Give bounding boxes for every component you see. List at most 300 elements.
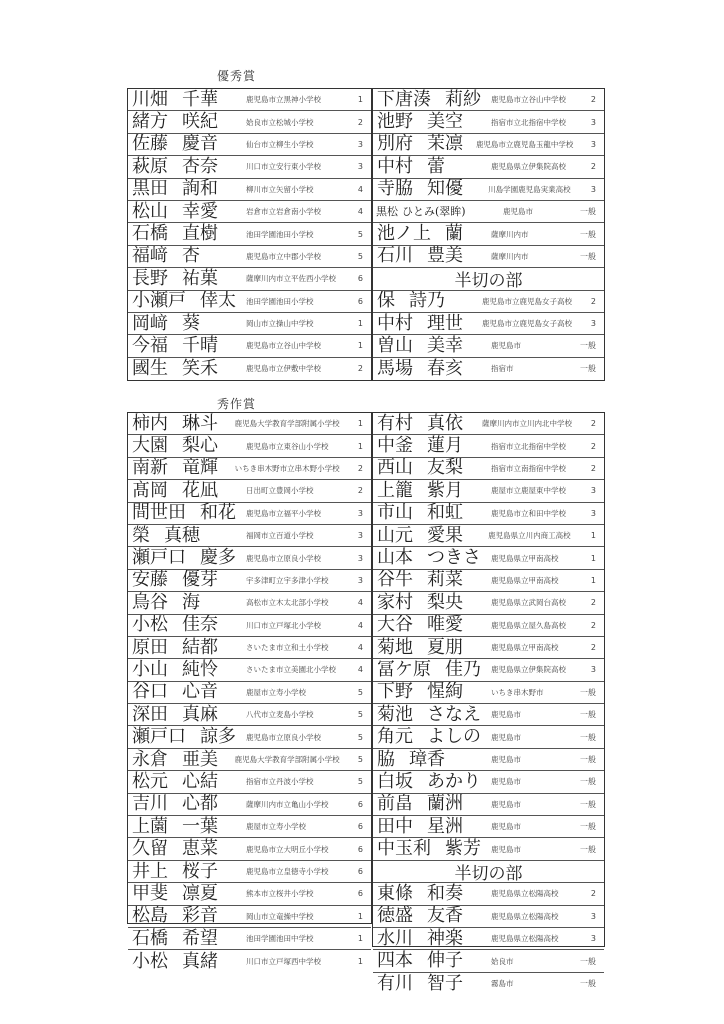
school-name: 日出町立豊岡小学校 — [246, 486, 314, 496]
school-name: 鹿児島市立原良小学校 — [246, 732, 321, 742]
awardee-name — [373, 526, 488, 546]
awardee-row — [373, 503, 604, 525]
given-name: 心都 — [182, 793, 218, 815]
awardee-row — [373, 973, 604, 995]
grade: 1 — [357, 911, 363, 921]
grade: 一般 — [580, 822, 596, 832]
awardee-name — [373, 906, 491, 926]
grade: 5 — [357, 755, 363, 765]
awardee-row — [128, 861, 371, 883]
grade: 5 — [357, 777, 363, 787]
awardee-name — [373, 615, 491, 635]
school-name: 指宿市 — [491, 364, 514, 374]
grade: 4 — [357, 184, 363, 194]
awardee-name — [128, 481, 246, 501]
family-name: 別府 — [377, 133, 413, 155]
awardee-name — [128, 952, 246, 972]
school-name: 鹿児島市立中郡小学校 — [246, 251, 321, 261]
awardee-name — [373, 974, 491, 994]
grade: 6 — [357, 889, 363, 899]
awardee-row — [128, 435, 371, 457]
given-name: 莉紗 — [445, 89, 481, 110]
awardee-row — [373, 547, 604, 569]
awardee-name — [373, 638, 491, 658]
grade: 3 — [357, 553, 363, 563]
awardee-name — [128, 359, 246, 379]
family-name: 馬場 — [377, 357, 413, 379]
awardee-row — [128, 134, 371, 156]
family-name: 保 — [377, 290, 395, 312]
section-header-row: 半切の部 — [373, 268, 604, 290]
given-name: 竜輝 — [182, 457, 218, 479]
grade: 2 — [590, 620, 596, 630]
school-name: 薩摩川内市立亀山小学校 — [246, 799, 329, 809]
school-name: 鹿児島市 — [491, 799, 521, 809]
family-name: 黒松 — [376, 204, 398, 218]
awardee-name — [373, 503, 491, 523]
given-name: 和花 — [200, 502, 236, 524]
grade: 2 — [590, 598, 596, 608]
school-name: 鹿児島市立鹿児島玉龍中学校 — [475, 139, 574, 149]
family-name: 家村 — [377, 592, 413, 613]
awardee-name — [128, 727, 246, 747]
awardee-row — [373, 89, 604, 111]
family-name: 上籠 — [377, 480, 413, 501]
family-name: 白坂 — [377, 771, 413, 792]
school-name: 岩倉市立岩倉南小学校 — [246, 207, 321, 217]
heading-excellence-award: 優秀賞 — [217, 69, 257, 83]
awardee-name — [373, 951, 491, 971]
awardee-row — [373, 458, 604, 480]
school-name: 鹿児島市 — [491, 777, 521, 787]
awardee-name — [128, 862, 246, 882]
grade: 3 — [590, 486, 596, 496]
grade: 一般 — [580, 341, 596, 351]
grade: 2 — [590, 162, 596, 172]
given-name: 杏奈 — [182, 156, 218, 177]
given-name: 愛果 — [427, 524, 463, 546]
given-name: 純怜 — [182, 659, 218, 680]
given-name: 美幸 — [427, 335, 463, 356]
given-name: 友香 — [427, 905, 463, 927]
heading-merit-award: 秀作賞 — [217, 397, 257, 411]
awardee-row — [373, 335, 604, 357]
awardee-name — [128, 570, 246, 590]
family-name: 黒田 — [132, 178, 168, 200]
family-name: 石川 — [377, 245, 413, 267]
family-name: 瀬戸口 — [132, 547, 186, 569]
awardee-row — [373, 816, 604, 838]
awardee-name — [373, 727, 491, 747]
awardee-row — [128, 156, 371, 178]
awardee-row — [128, 313, 371, 335]
given-name: 真依 — [427, 413, 463, 434]
grade: 3 — [357, 531, 363, 541]
awardee-name — [373, 112, 491, 132]
grade: 6 — [357, 867, 363, 876]
given-name: 詢和 — [182, 178, 218, 200]
school-name: 鹿児島市 — [491, 341, 521, 351]
school-name: 鹿児島市立黒神小学校 — [246, 95, 321, 105]
awardee-name — [128, 593, 246, 613]
grade: 3 — [590, 139, 596, 149]
given-name: 海 — [182, 592, 200, 613]
family-name: 西山 — [377, 457, 413, 479]
school-name: 岡山市立竜操中学校 — [246, 911, 314, 921]
school-name: 鹿児島市 — [491, 710, 521, 720]
awardee-row — [373, 704, 604, 726]
family-name: 吉川 — [132, 793, 168, 815]
awardee-row — [128, 794, 371, 816]
family-name: 前畠 — [377, 793, 413, 815]
awardee-name — [128, 157, 246, 177]
given-name: 佳乃 — [445, 659, 481, 680]
grade: 一般 — [580, 979, 596, 989]
school-name: 川口市立戸塚西中学校 — [246, 957, 321, 967]
awardee-row — [373, 659, 604, 681]
school-name: 薩摩川内市立平佐西小学校 — [246, 274, 336, 284]
grade: 5 — [357, 251, 363, 261]
awardee-name — [373, 817, 491, 837]
family-name: 谷口 — [132, 681, 168, 703]
given-name: 璋香 — [409, 748, 445, 770]
awardee-row — [128, 592, 371, 614]
family-name: 有村 — [377, 413, 413, 434]
school-name: 霧島市 — [491, 979, 514, 989]
awardee-name — [373, 90, 491, 110]
grade: 2 — [357, 117, 363, 127]
school-name: 池田学園池田小学校 — [246, 229, 314, 239]
awardee-row — [128, 883, 371, 905]
awardee-name — [128, 682, 246, 702]
family-name: 市山 — [377, 502, 413, 524]
school-name: 鹿児島県立武岡台高校 — [491, 598, 566, 608]
school-name: 鹿児島県立伊集院高校 — [491, 162, 566, 172]
awardee-name — [128, 246, 246, 266]
awardee-row — [373, 156, 604, 178]
given-name: 唯愛 — [427, 614, 463, 636]
given-name: 亜美 — [182, 748, 218, 770]
given-name: 星洲 — [427, 816, 463, 837]
family-name: 緒方 — [132, 111, 168, 133]
awardee-name — [373, 660, 491, 680]
family-name: 徳盛 — [377, 905, 413, 927]
awardee-row — [128, 246, 371, 268]
awardee-name — [373, 291, 482, 311]
grade: 一般 — [580, 732, 596, 742]
grade: 3 — [590, 508, 596, 518]
given-name: 倖太 — [200, 290, 236, 312]
section-header-row: 半切の部 — [373, 861, 604, 883]
school-name: 鹿児島市 — [491, 822, 521, 832]
given-name: 理世 — [427, 312, 463, 334]
school-name: 薩摩川内市立川内北中学校 — [482, 419, 573, 429]
awardee-row — [128, 458, 371, 480]
awardee-name — [128, 503, 246, 523]
grade: 一般 — [580, 956, 596, 966]
grade: 4 — [357, 598, 363, 608]
family-name: 中釜 — [377, 435, 413, 457]
awardee-row — [128, 749, 371, 771]
family-name: 有川 — [377, 972, 413, 994]
awardee-row — [128, 179, 371, 201]
awardee-row — [373, 570, 604, 592]
awardee-name — [373, 414, 482, 434]
given-name: 茉凛 — [427, 133, 463, 155]
grade: 2 — [357, 463, 363, 473]
given-name: 和奏 — [427, 883, 463, 904]
given-name: 笑禾 — [182, 357, 218, 379]
family-name: 小瀬戸 — [132, 290, 186, 312]
family-name: 下唐湊 — [377, 89, 431, 110]
awardee-name — [373, 246, 491, 266]
grade: 6 — [357, 822, 363, 832]
given-name: 伸子 — [427, 950, 463, 972]
family-name: 瀬戸口 — [132, 726, 186, 748]
family-name: 長野 — [132, 268, 168, 289]
awardee-name — [128, 526, 246, 546]
awardee-name — [373, 682, 491, 702]
excellence-award-table-left — [127, 88, 372, 381]
family-name: 石橋 — [132, 223, 168, 245]
grade: 一般 — [580, 687, 596, 697]
awardee-name — [373, 359, 491, 379]
awardee-row — [128, 358, 371, 380]
awardee-row — [373, 179, 604, 201]
school-name: 柳川市立矢留小学校 — [246, 184, 314, 194]
awardee-name — [373, 750, 491, 770]
awardee-row — [128, 726, 371, 748]
school-name: 鹿児島市 — [503, 207, 533, 217]
school-name: 川口市立戸塚北小学校 — [246, 620, 321, 630]
school-name: 鹿児島県立松陽高校 — [491, 889, 559, 899]
school-name: 鹿児島市 — [491, 755, 521, 765]
school-name: 八代市立麦島小学校 — [246, 710, 314, 720]
school-name: 指宿市立北指宿中学校 — [491, 441, 566, 451]
family-name: 國生 — [132, 357, 168, 379]
awardee-row — [128, 682, 371, 704]
awardee-name — [128, 314, 246, 334]
grade: 6 — [357, 274, 363, 284]
awardee-name — [128, 436, 246, 456]
awardee-name — [373, 705, 491, 725]
grade: 3 — [357, 162, 363, 172]
awardee-name — [373, 458, 491, 478]
grade: 2 — [357, 364, 363, 374]
school-name: 鹿児島市 — [491, 732, 521, 742]
school-name: さいたま市立美園北小学校 — [246, 665, 336, 675]
given-name: 詩乃 — [409, 290, 445, 312]
school-name: 鹿児島市立鹿児島女子高校 — [482, 296, 573, 306]
given-name: 幸愛 — [182, 200, 218, 222]
school-name: 鹿児島市立東谷山小学校 — [246, 441, 329, 451]
awardee-row — [373, 134, 604, 156]
family-name: 石橋 — [132, 927, 168, 949]
family-name: 今福 — [132, 335, 168, 356]
awardee-name — [128, 750, 235, 770]
given-name: 智子 — [427, 972, 463, 994]
awardee-row — [128, 704, 371, 726]
family-name: 東條 — [377, 883, 413, 904]
awardee-name — [128, 202, 246, 222]
awardee-row — [128, 906, 371, 928]
school-name: 鹿児島市 — [491, 844, 521, 854]
given-name: 恵菜 — [182, 838, 218, 860]
family-name: 山元 — [377, 524, 413, 546]
school-name: 鹿児島市立大明丘小学校 — [246, 844, 329, 854]
family-name: 松島 — [132, 905, 168, 927]
awardee-name — [373, 772, 491, 792]
family-name: 四本 — [377, 950, 413, 972]
awardee-row — [373, 223, 604, 245]
family-name: 佐藤 — [132, 133, 168, 155]
family-name: 髙岡 — [132, 480, 168, 501]
family-name: 岡﨑 — [132, 312, 168, 334]
school-name: 高松市立木太北部小学校 — [246, 598, 329, 608]
school-name: 熊本市立桜井小学校 — [246, 889, 314, 899]
given-name: 真麻 — [182, 704, 218, 725]
awardee-row — [128, 525, 371, 547]
awardee-name — [128, 638, 246, 658]
family-name: 永倉 — [132, 748, 168, 770]
family-name: 下野 — [377, 681, 413, 703]
grade: 1 — [357, 319, 363, 329]
school-name: 池田学園池田中学校 — [246, 934, 314, 944]
family-name: 鳥谷 — [132, 592, 168, 613]
school-name: 姶良市立松城小学校 — [246, 117, 314, 127]
awardee-name — [373, 839, 491, 859]
awardee-row — [373, 592, 604, 614]
awardee-name — [128, 112, 246, 132]
grade: 4 — [357, 207, 363, 217]
awardee-name — [373, 224, 491, 244]
given-name: 蘭 — [445, 223, 463, 245]
school-name: 鹿児島市立和田中学校 — [491, 508, 566, 518]
awardee-row — [128, 503, 371, 525]
awardee-row — [128, 413, 371, 435]
school-name: いちき串木野市 — [491, 687, 544, 697]
grade: 一般 — [580, 229, 596, 239]
grade: 3 — [590, 319, 596, 329]
school-name: 鹿児島市立皇徳寺小学校 — [246, 867, 329, 876]
family-name: 松山 — [132, 200, 168, 222]
school-name: 宇多津町立宇多津小学校 — [246, 575, 329, 585]
awardee-name — [373, 436, 491, 456]
awardee-row — [373, 794, 604, 816]
school-name: 鹿児島市立鹿児島女子高校 — [482, 319, 573, 329]
school-name: 鹿児島大学教育学部附属小学校 — [234, 755, 340, 765]
given-name: さなえ — [427, 704, 481, 725]
school-name: 鹿児島県立川内商工高校 — [488, 531, 571, 541]
given-name: 諒多 — [200, 726, 236, 748]
grade: 6 — [357, 296, 363, 306]
family-name: 萩原 — [132, 156, 168, 177]
family-name: 小松 — [132, 614, 168, 636]
grade: 一般 — [580, 777, 596, 787]
given-name: 蕾 — [427, 156, 445, 177]
school-name: 池田学園池田小学校 — [246, 296, 314, 306]
family-name: 菊池 — [377, 704, 413, 725]
family-name: 中村 — [377, 312, 413, 334]
family-name: 冨ケ原 — [377, 659, 431, 680]
awardee-name — [128, 906, 246, 926]
grade: 一般 — [580, 710, 596, 720]
given-name: 蘭洲 — [427, 793, 463, 815]
awardee-row — [128, 268, 371, 290]
family-name: 池ノ上 — [377, 223, 431, 245]
awardee-row — [128, 89, 371, 111]
excellence-award-table-right — [372, 88, 605, 381]
given-name: 琳斗 — [182, 413, 218, 434]
school-name: 鹿屋市立寿小学校 — [246, 822, 306, 832]
merit-award-table-right — [372, 412, 605, 994]
awardee-row — [128, 480, 371, 502]
family-name: 角元 — [377, 726, 413, 748]
family-name: 安藤 — [132, 569, 168, 591]
grade: 一般 — [580, 251, 596, 261]
given-name: 一葉 — [182, 816, 218, 837]
given-name: 直樹 — [182, 223, 218, 245]
awardee-name — [128, 839, 246, 859]
family-name: 大谷 — [377, 614, 413, 636]
school-name: 鹿屋市立鹿屋東中学校 — [491, 486, 566, 496]
school-name: 薩摩川内市 — [491, 229, 529, 239]
grade: 一般 — [580, 364, 596, 374]
grade: 一般 — [580, 799, 596, 809]
family-name: 柿内 — [132, 413, 168, 434]
grade: 5 — [357, 229, 363, 239]
given-name: 祐菓 — [182, 268, 218, 289]
family-name: 谷牛 — [377, 569, 413, 591]
awardee-row — [373, 749, 604, 771]
grade: 5 — [357, 732, 363, 742]
awardee-name — [373, 929, 491, 949]
given-name: 凛夏 — [182, 883, 218, 904]
school-name: 鹿児島県立甲南高校 — [491, 643, 559, 653]
school-name: 指宿市立南指宿中学校 — [491, 463, 566, 473]
school-name: 鹿児島大学教育学部附属小学校 — [234, 419, 340, 429]
family-name: 間世田 — [132, 502, 186, 524]
awardee-row — [128, 816, 371, 838]
grade: 一般 — [580, 207, 596, 217]
given-name: 豊美 — [427, 245, 463, 267]
awardee-name — [128, 615, 246, 635]
awardee-row — [373, 358, 604, 380]
grade: 1 — [590, 575, 596, 585]
grade: 1 — [357, 441, 363, 451]
given-name: 優芽 — [182, 569, 218, 591]
school-name: 鹿児島県立甲南高校 — [491, 575, 559, 585]
grade: 3 — [357, 508, 363, 518]
family-name: 川畑 — [132, 89, 168, 110]
family-name: 中村 — [377, 156, 413, 177]
awardee-row — [373, 313, 604, 335]
grade: 2 — [357, 486, 363, 496]
given-name: 神楽 — [427, 927, 463, 949]
given-name: 梨心 — [182, 435, 218, 457]
grade: 1 — [590, 553, 596, 563]
awardee-row — [128, 659, 371, 681]
grade: 1 — [357, 957, 363, 967]
school-name: いちき串木野市立串木野小学校 — [234, 463, 340, 473]
grade: 3 — [590, 665, 596, 675]
awardee-name — [128, 224, 246, 244]
given-name: 花凪 — [182, 480, 218, 501]
awardee-row — [373, 201, 604, 223]
awardee-row — [373, 682, 604, 704]
family-name: 田中 — [377, 816, 413, 837]
school-name: 指宿市立丹波小学校 — [246, 777, 314, 787]
